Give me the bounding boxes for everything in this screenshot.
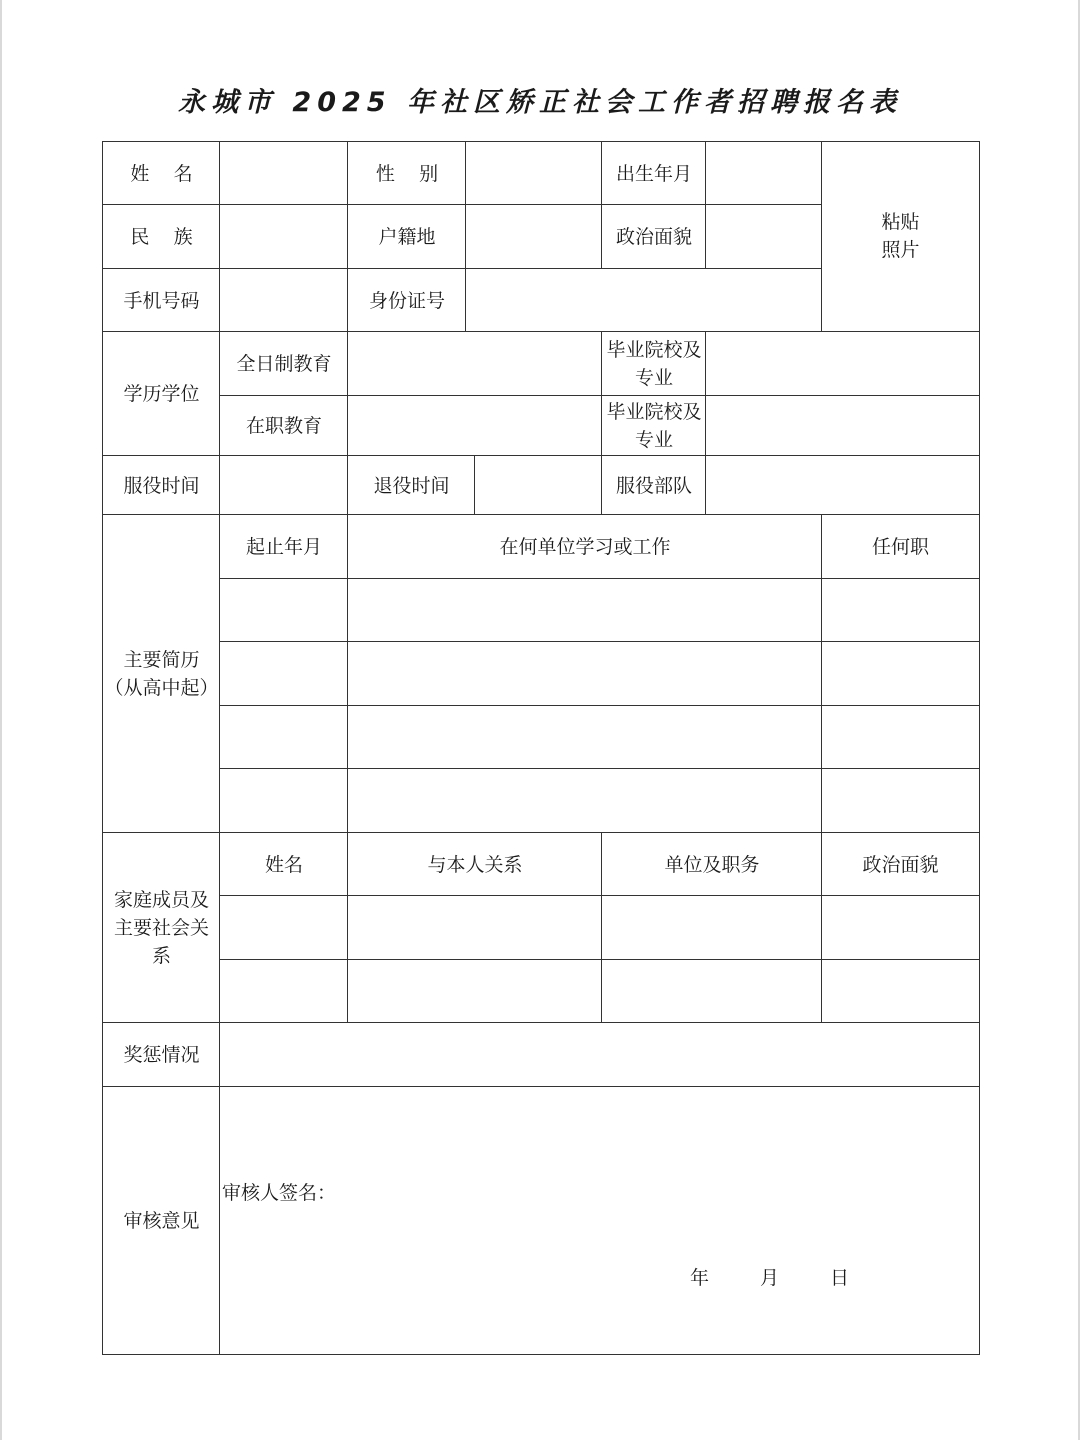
family-col-political: 政治面貌 <box>821 832 979 896</box>
inservice-field[interactable] <box>347 395 602 456</box>
family-row-1-relation[interactable] <box>347 895 602 960</box>
name-label: 姓 名 <box>102 141 220 205</box>
gender-label: 性 别 <box>347 141 466 205</box>
family-row-2-name[interactable] <box>219 959 348 1023</box>
resume-row-4-post[interactable] <box>821 768 979 833</box>
review-label: 审核意见 <box>102 1086 220 1355</box>
resume-col-period: 起止年月 <box>219 514 348 579</box>
resume-row-1-unit[interactable] <box>347 578 822 642</box>
ethnic-label: 民 族 <box>102 204 220 269</box>
ethnic-field[interactable] <box>219 204 348 269</box>
page-left-edge <box>0 0 2 1440</box>
family-row-1-political[interactable] <box>821 895 979 960</box>
resume-row-1-period[interactable] <box>219 578 348 642</box>
id-field[interactable] <box>465 268 822 332</box>
rewards-label: 奖惩情况 <box>102 1022 220 1087</box>
review-field[interactable] <box>219 1086 979 1355</box>
birth-label: 出生年月 <box>601 141 706 205</box>
resume-row-2-period[interactable] <box>219 641 348 706</box>
family-row-1-unit[interactable] <box>601 895 822 960</box>
date-year-label: 年 <box>690 1267 710 1289</box>
family-col-name: 姓名 <box>219 832 348 896</box>
political-field[interactable] <box>705 204 822 269</box>
retire-time-label: 退役时间 <box>347 455 475 515</box>
inservice-school-field[interactable] <box>705 395 979 456</box>
resume-row-2-unit[interactable] <box>347 641 822 706</box>
education-label: 学历学位 <box>102 331 220 456</box>
resume-row-4-unit[interactable] <box>347 768 822 833</box>
resume-row-4-period[interactable] <box>219 768 348 833</box>
serve-time-field[interactable] <box>219 455 348 515</box>
household-field[interactable] <box>465 204 602 269</box>
date-day-label: 日 <box>830 1267 850 1289</box>
signature-label: 审核人签名： <box>222 1182 337 1204</box>
gender-field[interactable] <box>465 141 602 205</box>
resume-row-3-unit[interactable] <box>347 705 822 769</box>
resume-col-unit: 在何单位学习或工作 <box>347 514 822 579</box>
rewards-field[interactable] <box>219 1022 979 1087</box>
date-month-label: 月 <box>760 1267 780 1289</box>
table-bottom-border <box>102 1354 980 1355</box>
photo-slot[interactable]: 粘贴 照片 <box>821 141 979 332</box>
birth-field[interactable] <box>705 141 822 205</box>
resume-label: 主要简历 （从高中起） <box>102 514 220 833</box>
political-label: 政治面貌 <box>601 204 706 269</box>
resume-row-3-period[interactable] <box>219 705 348 769</box>
service-unit-label: 服役部队 <box>601 455 706 515</box>
fulltime-label: 全日制教育 <box>219 331 348 396</box>
fulltime-school-label: 毕业院校及 专业 <box>601 331 706 396</box>
fulltime-field[interactable] <box>347 331 602 396</box>
retire-time-field[interactable] <box>474 455 602 515</box>
resume-row-1-post[interactable] <box>821 578 979 642</box>
inservice-school-label: 毕业院校及 专业 <box>601 395 706 456</box>
resume-row-2-post[interactable] <box>821 641 979 706</box>
family-row-2-relation[interactable] <box>347 959 602 1023</box>
form-title: 永城市 2025 年社区矫正社会工作者招聘报名表 <box>178 87 902 118</box>
family-row-2-political[interactable] <box>821 959 979 1023</box>
family-col-relation: 与本人关系 <box>347 832 602 896</box>
family-row-1-name[interactable] <box>219 895 348 960</box>
family-col-unit: 单位及职务 <box>601 832 822 896</box>
resume-col-post: 任何职 <box>821 514 979 579</box>
id-label: 身份证号 <box>347 268 466 332</box>
inservice-label: 在职教育 <box>219 395 348 456</box>
family-label: 家庭成员及 主要社会关 系 <box>102 832 220 1023</box>
family-row-2-unit[interactable] <box>601 959 822 1023</box>
service-unit-field[interactable] <box>705 455 979 515</box>
resume-row-3-post[interactable] <box>821 705 979 769</box>
phone-label: 手机号码 <box>102 268 220 332</box>
phone-field[interactable] <box>219 268 348 332</box>
name-field[interactable] <box>219 141 348 205</box>
serve-time-label: 服役时间 <box>102 455 220 515</box>
household-label: 户籍地 <box>347 204 466 269</box>
table-right-border <box>979 141 980 1355</box>
fulltime-school-field[interactable] <box>705 331 979 396</box>
